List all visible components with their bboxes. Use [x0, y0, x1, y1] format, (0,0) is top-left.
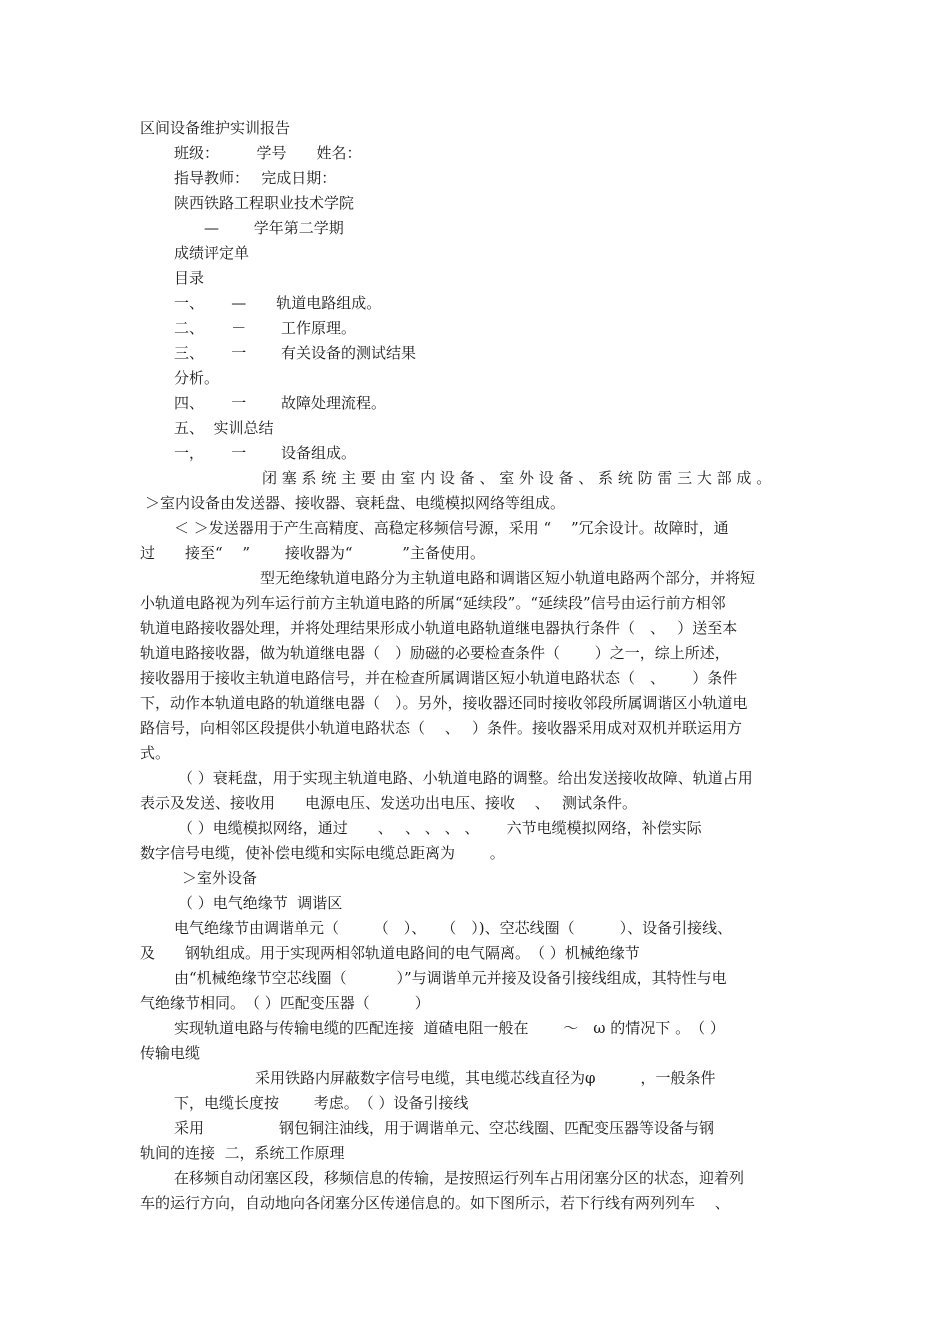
toc-item-continued: 分析。	[174, 369, 220, 387]
paragraph-line: 车的运行方向，自动地向各闭塞分区传递信息的。如下图所示，若下行线有两列列车 、	[140, 1194, 730, 1212]
info-line-class: 班级： 学号 姓名：	[174, 144, 362, 162]
toc-item: 二、 － 工作原理。	[174, 319, 357, 337]
info-line-semester: — 学年第二学期	[174, 219, 344, 237]
paragraph-line: 接收器用于接收主轨道电路信号，并在检查所属调谐区短小轨道电路状态（ 、 ）条件	[140, 669, 738, 687]
paragraph-line: 型无绝缘轨道电路分为主轨道电路和调谐区短小轨道电路两个部分，并将短	[260, 569, 756, 587]
paragraph-line: 由“机械绝缘节空芯线圈（ ）”与调谐单元并接及设备引接线组成，其特性与电	[174, 969, 727, 987]
toc-item: 三、 一 有关设备的测试结果	[174, 344, 417, 362]
paragraph-line: ＞室内设备由发送器、接收器、衰耗盘、电缆模拟网络等组成。	[145, 494, 566, 512]
paragraph-line: 过 接至“ ” 接收器为“ ”主备使用。	[140, 544, 485, 562]
paragraph-line: 电气绝缘节由调谐单元（ （ ）、 （ ）)、空芯线圈（ ）、设备引接线、	[174, 919, 733, 937]
paragraph-line: 闭 塞 系 统 主 要 由 室 内 设 备 、 室 外 设 备 、 系 统 防 雷 三 大 部 成 。	[262, 469, 772, 487]
toc-item: 四、 一 故障处理流程。	[174, 394, 387, 412]
grade-sheet-heading: 成绩评定单	[174, 244, 250, 262]
paragraph-line: 实现轨道电路与传输电缆的匹配连接 道碴电阻一般在 ～ ω 的情况下 。 （ ）	[174, 1019, 725, 1037]
info-line-school: 陕西铁路工程职业技术学院	[174, 194, 355, 212]
paragraph-line: 表示及发送、接收用 电源电压、发送功出电压、接收 、 测试条件。	[140, 794, 638, 812]
subsection-heading: （ ）电气绝缘节 调谐区	[178, 894, 343, 912]
paragraph-line: 下，动作本轨道电路的轨道继电器（ ）。另外，接收器还同时接收邻段所属调谐区小轨道电	[140, 694, 748, 712]
paragraph-line: 式。	[140, 744, 171, 762]
paragraph-line: 轨间的连接 二，系统工作原理	[140, 1144, 345, 1162]
paragraph-line: （ ）电缆模拟网络，通过 、 、 、 、 、 六节电缆模拟网络，补偿实际	[178, 819, 702, 837]
toc-item: 一、 — 轨道电路组成。	[174, 294, 382, 312]
paragraph-line: 轨道电路接收器，做为轨道继电器（ ）励磁的必要检查条件（ ）之一，综上所述，	[140, 644, 730, 662]
paragraph-line: 数字信号电缆，使补偿电缆和实际电缆总距离为 。	[140, 844, 505, 862]
section-heading: 一， 一 设备组成。	[174, 444, 357, 462]
info-line-teacher: 指导教师： 完成日期：	[174, 169, 337, 187]
paragraph-line: ＜ ＞发送器用于产生高精度、高稳定移频信号源，采用 “ ”冗余设计。故障时，通	[174, 519, 729, 537]
paragraph-line: 气绝缘节相同。 （ ）匹配变压器（ ）	[140, 994, 430, 1012]
toc-heading: 目录	[174, 269, 205, 287]
paragraph-line: 采用铁路内屏蔽数字信号电缆，其电缆芯线直径为φ ，一般条件	[255, 1069, 716, 1087]
subsection-heading: ＞室外设备	[182, 869, 258, 887]
paragraph-line: 路信号，向相邻区段提供小轨道电路状态（ 、 ）条件。接收器采用成对双机并联运用方	[140, 719, 743, 737]
paragraph-line: 小轨道电路视为列车运行前方主轨道电路的所属“延续段”。“延续段”信号由运行前方相邻	[140, 594, 726, 612]
paragraph-line: 传输电缆	[140, 1044, 201, 1062]
paragraph-line: 采用 钢包铜注油线，用于调谐单元、空芯线圈、匹配变压器等设备与钢	[174, 1119, 715, 1137]
paragraph-line: 下，电缆长度按 考虑。 （ ）设备引接线	[174, 1094, 469, 1112]
report-title: 区间设备维护实训报告	[140, 119, 291, 137]
paragraph-line: 轨道电路接收器处理，并将处理结果形成小轨道电路轨道继电器执行条件（ 、 ）送至本	[140, 619, 738, 637]
paragraph-line: 及 钢轨组成。用于实现两相邻轨道电路间的电气隔离。 （ ）机械绝缘节	[140, 944, 640, 962]
paragraph-line: （ ）衰耗盘，用于实现主轨道电路、小轨道电路的调整。给出发送接收故障、轨道占用	[178, 769, 753, 787]
paragraph-line: 在移频自动闭塞区段，移频信息的传输，是按照运行列车占用闭塞分区的状态，迎着列	[174, 1169, 745, 1187]
toc-item: 五、 实训总结	[174, 419, 274, 437]
